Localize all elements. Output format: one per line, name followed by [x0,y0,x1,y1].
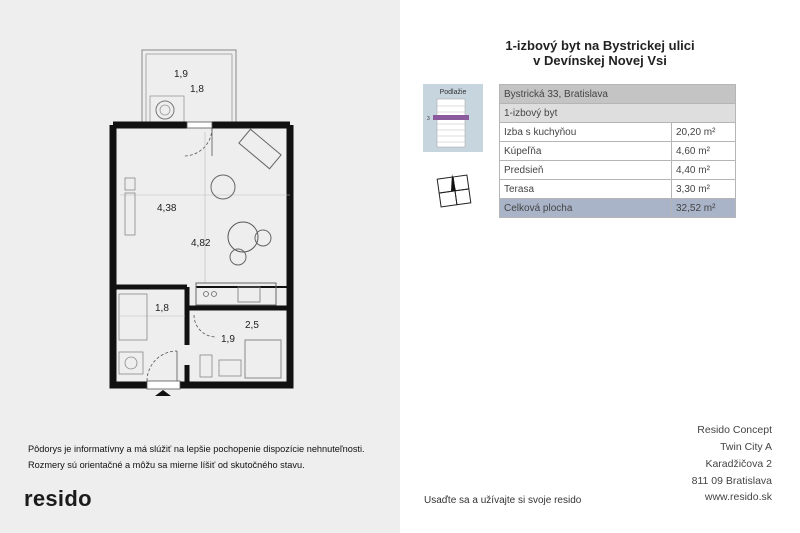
highlighted-floor [433,115,469,120]
shower [245,340,281,378]
apartment-spec-table [499,84,736,218]
sofa [239,129,281,169]
dim-terrace-width: 1,9 [174,69,188,80]
contact-website-link[interactable]: www.resido.sk [704,491,772,503]
spec-row-type [500,104,736,123]
spec-row-value: 20,20 m² [672,123,736,142]
terrace-chair [156,101,174,119]
spec-row [500,123,736,142]
floor-label: Podlažie [439,89,467,96]
spec-row-value: 4,40 m² [672,161,736,180]
armchair [211,175,235,199]
spec-row-label: Kúpeľňa [500,142,672,161]
spec-row [500,180,736,199]
dim-terrace-depth: 1,8 [190,84,204,95]
contact-city: 811 09 Bratislava [691,475,772,487]
spec-row [500,161,736,180]
dim-hall-depth: 1,9 [221,334,235,345]
dim-room-right: 4,82 [191,238,211,249]
page-title-line-1: 1-izbový byt na Bystrickej ulici [505,38,695,53]
shelf [125,193,135,235]
contact-company: Resido Concept [697,424,772,436]
spec-row-address [500,85,736,104]
floor-indicator [423,84,483,152]
disclaimer-line-1: Pôdorys je informatívny a má slúžiť na lepšie pochopenie dispozície nehnuteľnosti. [28,444,365,454]
spec-total-value: 32,52 m² [672,199,736,218]
slogan: Usaďte sa a užívajte si svoje resido [424,495,582,506]
spec-row-total [500,199,736,218]
contact-street: Karadžičova 2 [705,458,772,470]
floor-number: 3 [427,116,430,122]
spec-address: Bystrická 33, Bratislava [500,85,736,104]
disclaimer-line-2: Rozmery sú orientačné a môžu sa mierne líšiť od skutočného stavu. [28,460,305,470]
dim-hall-width: 1,8 [155,303,169,314]
terrace-outline [142,50,236,125]
dim-room-left: 4,38 [157,203,177,214]
contact-building: Twin City A [720,441,772,453]
door-swing [184,128,212,156]
page-title-line-2: v Devínskej Novej Vsi [533,53,667,68]
building-floors-icon [423,84,483,152]
entrance-door [147,381,180,389]
sink [219,360,241,376]
info-panel [400,0,800,533]
spec-row-label: Izba s kuchyňou [500,123,672,142]
spec-row-value: 3,30 m² [672,180,736,199]
wardrobe [119,294,147,340]
wall-left [113,125,147,385]
spec-row-label: Predsieň [500,161,672,180]
dining-table [228,222,258,252]
resido-logo: resido [24,486,92,511]
compass-icon [434,171,474,211]
spec-total-label: Celková plocha [500,199,672,218]
spec-row-value: 4,60 m² [672,142,736,161]
entrance-arrow [155,390,171,396]
dim-bath: 2,5 [245,320,259,331]
toilet [200,355,212,377]
spec-row-label: Terasa [500,180,672,199]
spec-type: 1-izbový byt [500,104,736,123]
spec-row [500,142,736,161]
